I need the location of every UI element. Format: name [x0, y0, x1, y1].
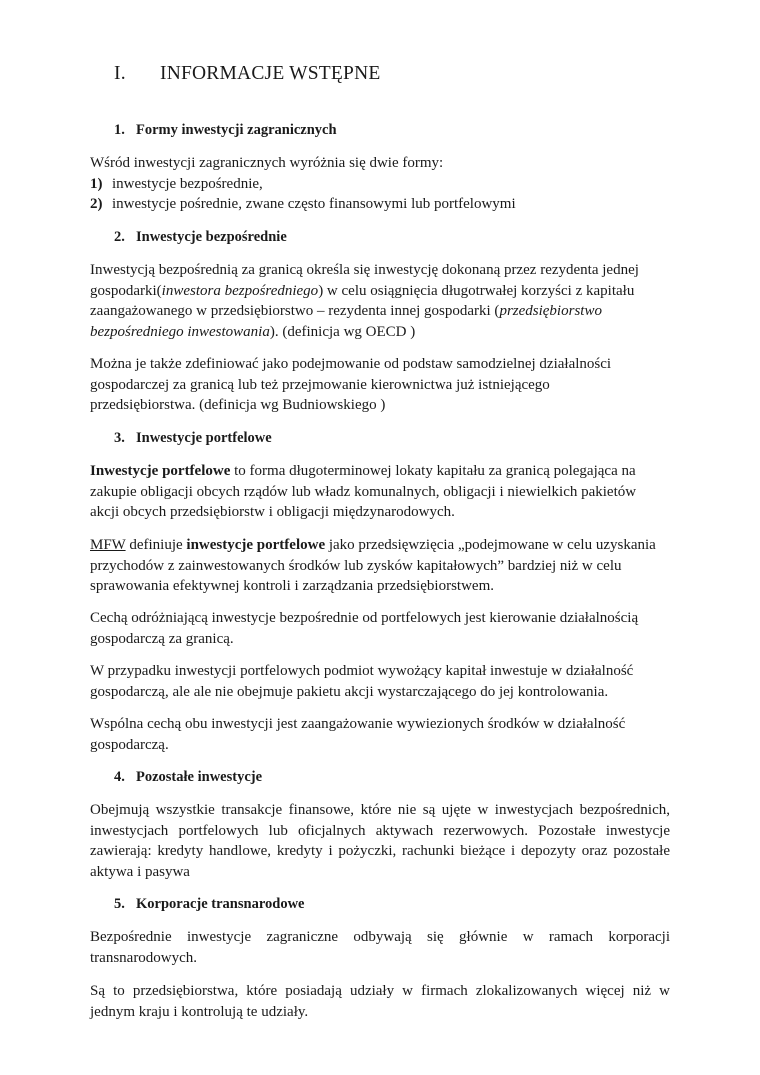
paragraph-line — [90, 301, 670, 322]
text-run: gospodarki( — [90, 282, 162, 299]
paragraph-line: inwestycjach portfelowych lub oficjalnych aktywach rezerwowych. Pozostałe inwestycje — [90, 822, 670, 839]
paragraph-line: Wspólna cechą obu inwestycji jest zaangażowanie wywiezionych środków w działalność — [90, 716, 626, 732]
section-3-paragraph-4 — [90, 661, 670, 702]
paragraph-line: W przypadku inwestycji portfelowych podmiot wywożący kapitał inwestuje w działalność — [90, 663, 634, 679]
section-title: Korporacje transnarodowe — [136, 896, 305, 912]
italic-term: przedsiębiorstwo — [499, 303, 602, 320]
text-run: jako przedsięwzięcia „podejmowane w celu uzyskania — [325, 537, 656, 553]
text-run: ) w celu osiągnięcia długotrwałej korzyści z kapitału — [318, 282, 635, 299]
section-heading-5 — [114, 896, 304, 913]
paragraph-line: gospodarczą. — [90, 736, 169, 753]
paragraph-line: zawierają: kredyty handlowe, kredyty i pożyczki, rachunki bieżące i depozyty oraz pozostałe — [90, 843, 670, 860]
paragraph-line: akcji obcych przedsiębiorstw i obligacji międzynarodowych. — [90, 504, 455, 521]
section-heading-1 — [114, 122, 337, 139]
section-4-paragraph-1 — [90, 800, 670, 882]
bold-term: Inwestycje portfelowe — [90, 463, 231, 479]
list-item-text: inwestycje pośrednie, zwane często finansowymi lub portfelowymi — [112, 196, 516, 213]
paragraph-line — [90, 461, 670, 482]
section-3-paragraph-5 — [90, 714, 670, 755]
list-item-text: inwestycje bezpośrednie, — [112, 175, 263, 192]
paragraph-line: gospodarczej za granicą lub też przejmowanie kierownictwa już istniejącego — [90, 376, 550, 393]
paragraph-line: Bezpośrednie inwestycje zagraniczne odbywają się głównie w ramach korporacji — [90, 929, 670, 945]
section-3-paragraph-3 — [90, 608, 670, 649]
section-heading-3 — [114, 430, 272, 447]
list-item — [90, 194, 670, 215]
list-marker: 1) — [90, 175, 103, 192]
underlined-abbreviation: MFW — [90, 537, 126, 553]
paragraph-line: Inwestycją bezpośrednią za granicą określa się inwestycję dokonaną przez rezydenta jednej — [90, 262, 639, 278]
section-5-paragraph-2 — [90, 981, 670, 1022]
section-number: 1. — [114, 122, 125, 138]
section-3-paragraph-2 — [90, 535, 670, 597]
section-2-paragraph-2 — [90, 354, 670, 416]
paragraph-line: transnarodowych. — [90, 949, 198, 966]
chapter-number: I. — [114, 63, 126, 84]
italic-term: inwestora bezpośredniego — [161, 282, 319, 299]
paragraph-line: przedsiębiorstwa. (definicja wg Budniowskiego ) — [90, 397, 386, 414]
paragraph-line: zakupie obligacji obcych rządów lub władz komunalnych, obligacji i niewielkich pakietów — [90, 483, 637, 500]
paragraph-line: gospodarczą, ale ale nie obejmuje pakietu akcji wystarczającego do jej kontrolowania. — [90, 683, 609, 700]
section-title: Inwestycje bezpośrednie — [136, 229, 287, 245]
paragraph-line — [90, 322, 670, 343]
paragraph-line: sprawowania efektywnej kontroli i zarządzania przedsiębiorstwem. — [90, 578, 495, 595]
section-number: 5. — [114, 896, 125, 912]
paragraph-line: przychodów z zainwestowanych środków lub zysków kapitałowych” bardziej niż w celu — [90, 557, 622, 574]
paragraph-line: Cechą odróżniającą inwestycje bezpośrednie od portfelowych jest kierowanie działalnością — [90, 610, 639, 626]
section-5-paragraph-1 — [90, 927, 670, 968]
italic-term: bezpośredniego inwestowania — [90, 323, 270, 340]
list-marker: 2) — [90, 196, 103, 213]
paragraph-line: aktywa i pasywa — [90, 863, 190, 880]
section-title: Formy inwestycji zagranicznych — [136, 122, 337, 138]
section-1-body — [90, 153, 670, 215]
text-run: to forma długoterminowej lokaty kapitału za granicą polegająca na — [230, 463, 636, 479]
paragraph-line: Można je także zdefiniować jako podejmowanie od podstaw samodzielnej działalności — [90, 356, 612, 372]
section-title: Pozostałe inwestycje — [136, 769, 263, 785]
section-2-paragraph-1 — [90, 260, 670, 342]
section-title: Inwestycje portfelowe — [136, 430, 272, 446]
list-item — [90, 174, 670, 195]
section-number: 3. — [114, 430, 125, 446]
paragraph-line — [90, 535, 670, 556]
paragraph-line: Obejmują wszystkie transakcje finansowe, które nie są ujęte w inwestycjach bezpośrednich, — [90, 802, 670, 818]
paragraph-line: Wśród inwestycji zagranicznych wyróżnia się dwie formy: — [90, 155, 444, 171]
paragraph-line — [90, 281, 670, 302]
paragraph-line: Są to przedsiębiorstwa, które posiadają udziały w firmach zlokalizowanych więcej niż w — [90, 983, 670, 999]
chapter-heading — [114, 63, 380, 85]
bold-term: inwestycje portfelowe — [186, 537, 326, 553]
chapter-title: INFORMACJE WSTĘPNE — [160, 63, 381, 84]
paragraph-line: jednym kraju i kontrolują te udziały. — [90, 1003, 309, 1020]
text-run: definiuje — [125, 537, 187, 553]
section-heading-2 — [114, 229, 287, 246]
text-run: ). (definicja wg OECD ) — [269, 323, 416, 340]
section-3-paragraph-1 — [90, 461, 670, 523]
section-heading-4 — [114, 769, 262, 786]
paragraph-line: gospodarczą za granicą. — [90, 630, 234, 647]
section-number: 2. — [114, 229, 125, 245]
text-run: zaangażowanego w przedsiębiorstwo – rezydenta innej gospodarki ( — [90, 303, 500, 320]
section-number: 4. — [114, 769, 125, 785]
